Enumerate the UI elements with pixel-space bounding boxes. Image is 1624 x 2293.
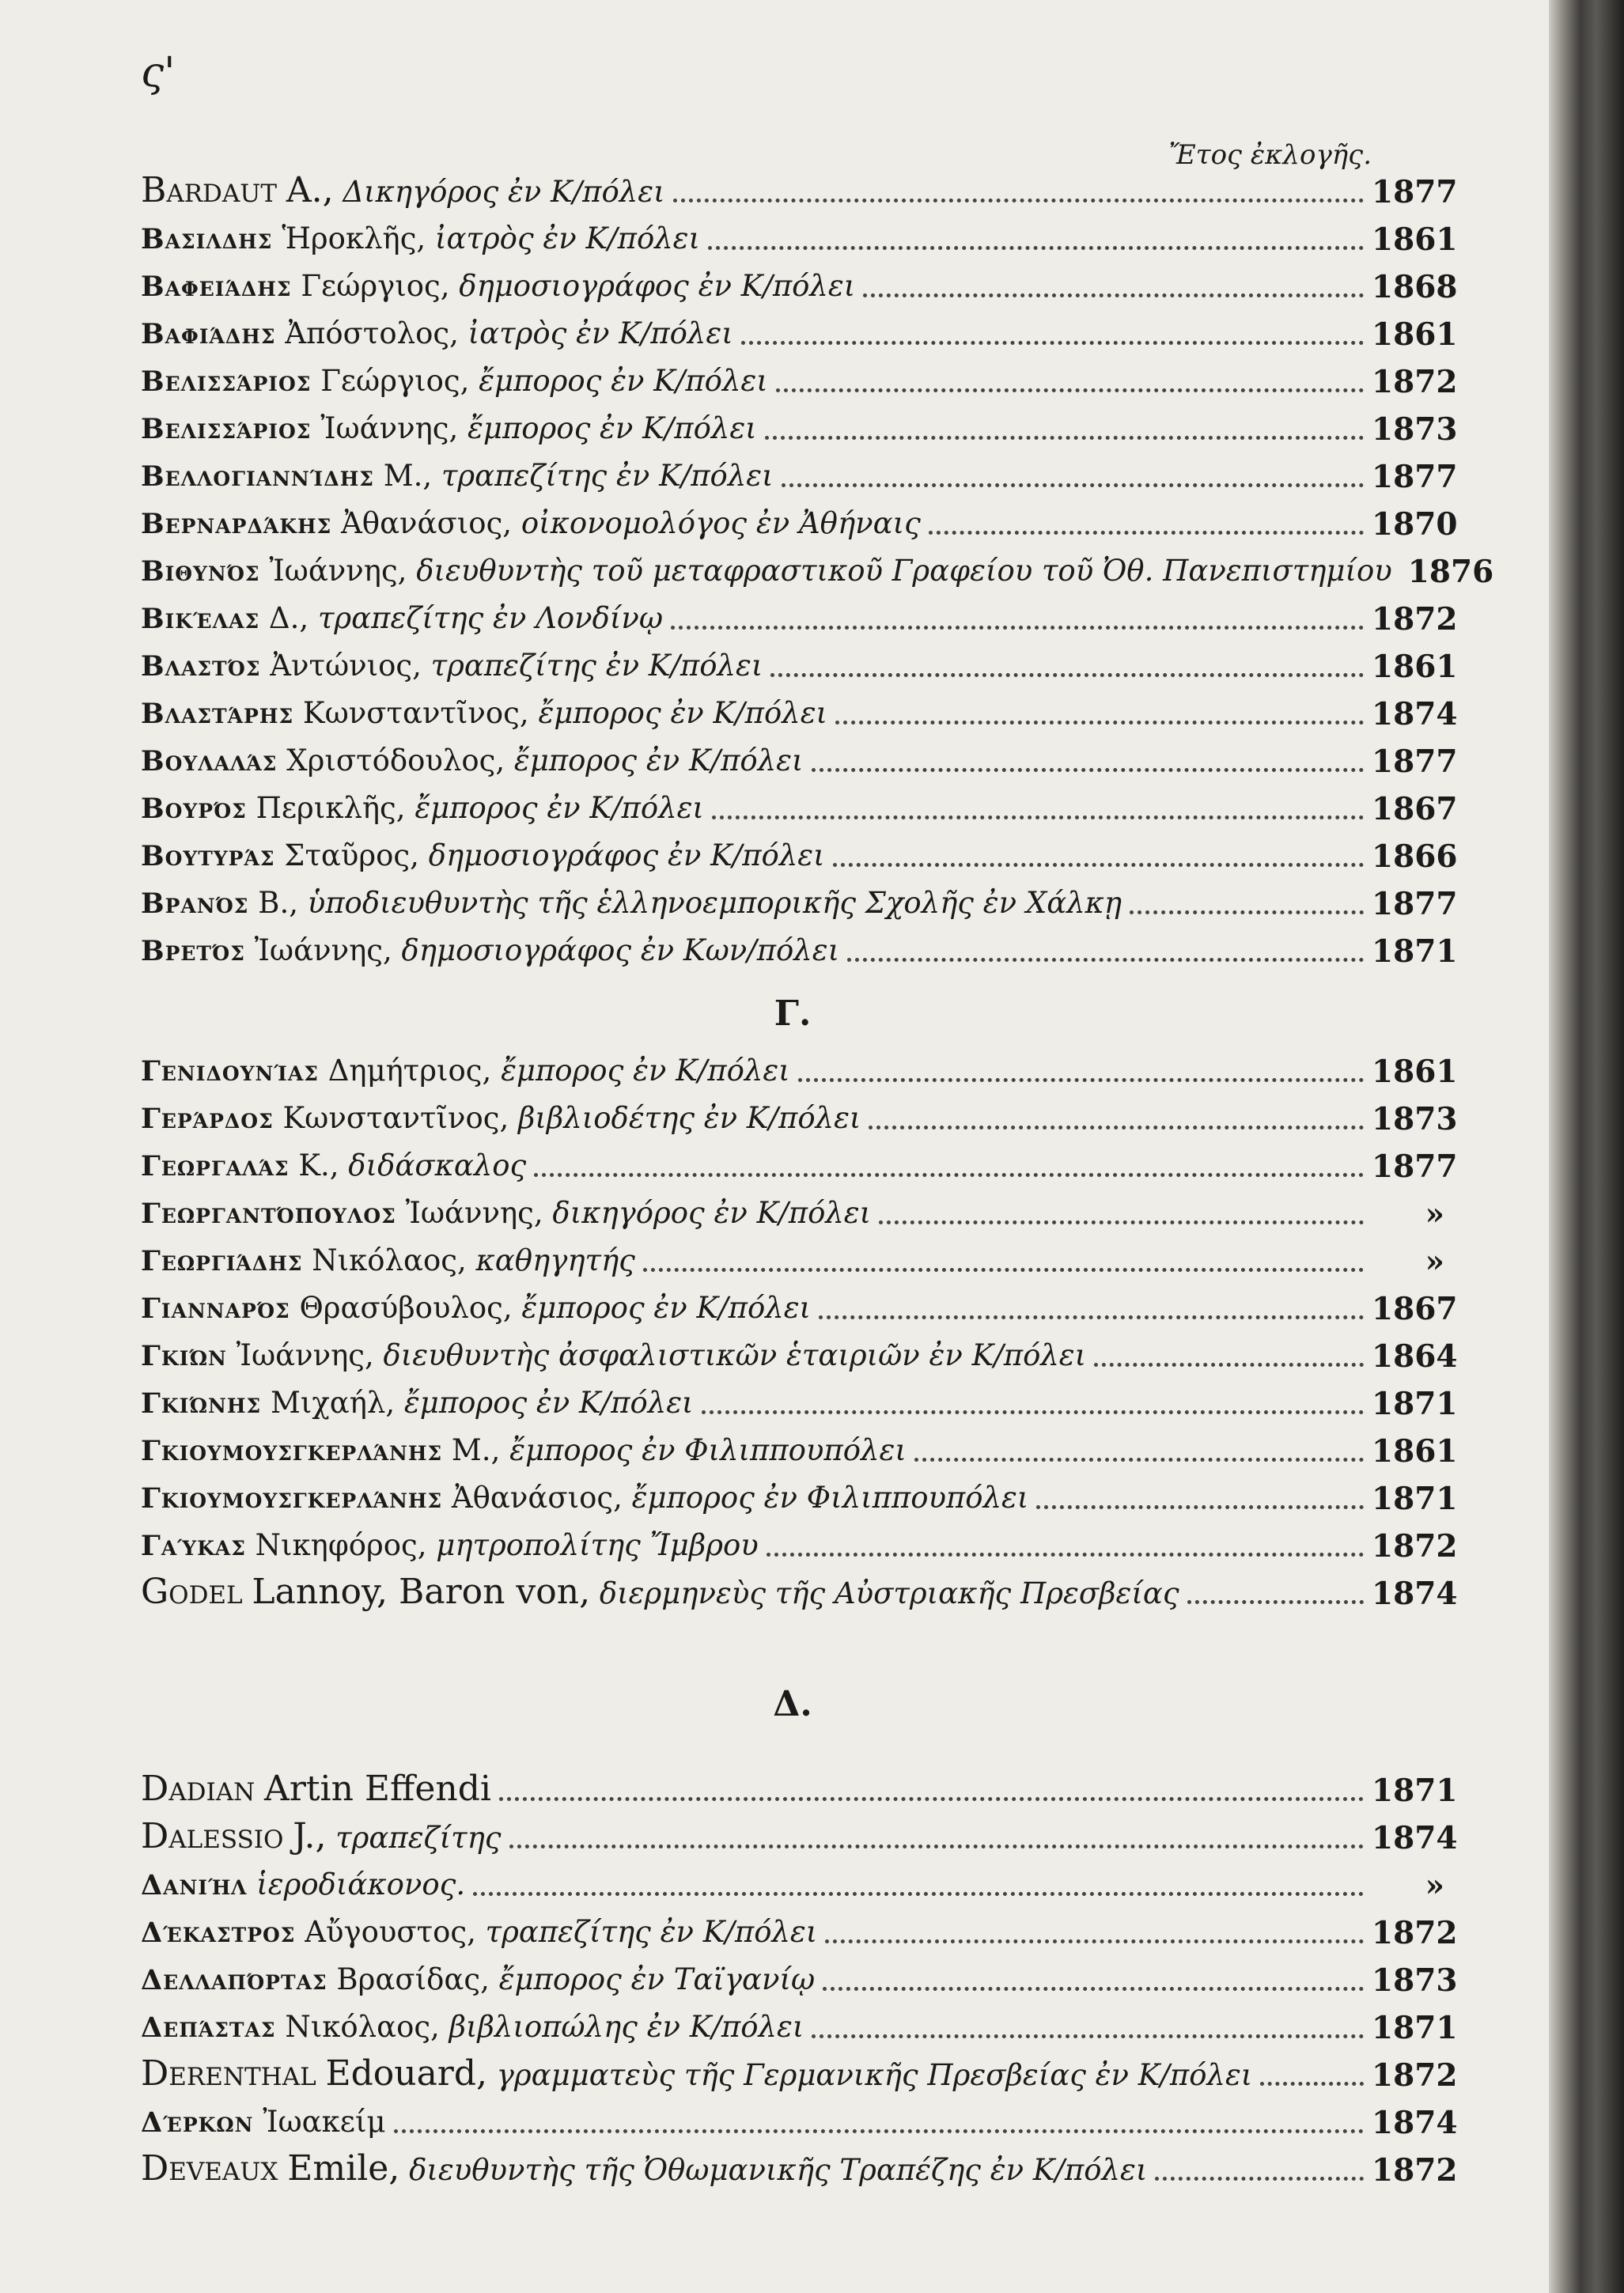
entry-year: 1877	[1372, 1148, 1458, 1185]
entry-row	[141, 352, 1458, 400]
entry-surname: Godel	[141, 1572, 243, 1612]
entry-description: τραπεζίτης	[335, 1821, 502, 1855]
entry-description: ἱεροδιάκονος.	[256, 1867, 466, 1901]
entry-given-name: Ἡροκλῆς,	[282, 221, 426, 255]
entry-surname: Γεωργαλάς	[141, 1150, 290, 1182]
entry-given-name: Κωνσταντῖνος,	[302, 696, 529, 730]
entry-year: 1873	[1372, 1101, 1458, 1137]
entry-text	[141, 221, 700, 257]
dot-leader	[869, 1125, 1364, 1129]
entry-description: Δικηγόρος ἐν Κ/πόλει	[343, 175, 665, 209]
entry-text	[141, 411, 757, 447]
entry-description: ἔμπορος ἐν Κ/πόλει	[403, 1386, 694, 1420]
entry-surname: Βαφειάδης	[141, 271, 292, 303]
entry-text	[141, 791, 704, 827]
entry-given-name: Δ.,	[268, 601, 309, 635]
entry-description: βιβλιοπώλης ἐν Κ/πόλει	[449, 2010, 804, 2044]
entry-text	[141, 1915, 817, 1951]
entry-row	[141, 1279, 1458, 1327]
entry-surname: Γαύκας	[141, 1530, 246, 1562]
entry-given-name: Edouard,	[325, 2053, 487, 2094]
dot-leader	[833, 862, 1364, 867]
entry-given-name: Artin Effendi	[264, 1769, 491, 1809]
entry-year: 1872	[1372, 364, 1458, 400]
entry-given-name: Ἰωάννης,	[405, 1196, 543, 1230]
entry-text	[141, 1243, 635, 1279]
entry-description: διερμηνεὺς τῆς Αὐστριακῆς Πρεσβείας	[599, 1576, 1179, 1610]
entry-year: 1861	[1372, 221, 1458, 258]
dot-leader	[499, 1796, 1364, 1801]
entry-text	[141, 1962, 815, 1998]
entry-surname: Βουτυράς	[141, 840, 275, 872]
dot-leader	[863, 293, 1364, 297]
entry-surname: Βρανός	[141, 887, 249, 920]
entries-block-gamma	[141, 1042, 1458, 1612]
entry-description: διευθυντὴς τοῦ μεταφραστικοῦ Γραφείου τοῦ Ὀθ. Πανεπιστημίου	[416, 554, 1392, 588]
entry-year: 1864	[1372, 1338, 1458, 1375]
entry-row	[141, 874, 1458, 922]
entry-row	[141, 2045, 1458, 2094]
entry-surname: Βρετός	[141, 935, 245, 967]
entry-description: ἰατρὸς ἐν Κ/πόλει	[434, 221, 701, 255]
entry-surname: Βελισσάριος	[141, 365, 312, 398]
entry-given-name: Β.,	[258, 886, 298, 920]
entry-description: διευθυντὴς τῆς Ὀθωμανικῆς Τραπέζης ἐν Κ/πόλει	[409, 2153, 1148, 2187]
dot-leader	[847, 957, 1364, 962]
entry-surname: Βασιλδης	[141, 223, 273, 255]
entry-row	[141, 1761, 1458, 1809]
entry-description: ἔμπορος ἐν Κ/πόλει	[501, 1054, 790, 1088]
entry-text	[141, 506, 921, 542]
entry-given-name: Ἰωακείμ	[263, 2105, 386, 2139]
entry-row	[141, 2093, 1458, 2141]
entry-text	[141, 744, 804, 779]
entry-year: 1871	[1372, 1386, 1458, 1422]
entry-surname: Γεωργαντόπουλος	[141, 1198, 396, 1230]
entry-row	[141, 1564, 1458, 1612]
entry-description: ἔμπορος ἐν Φιλιππουπόλει	[509, 1433, 907, 1467]
dot-leader	[712, 815, 1364, 819]
entry-surname: Γκιώνης	[141, 1387, 262, 1420]
entry-text	[141, 1481, 1028, 1516]
entry-row	[141, 1903, 1458, 1951]
entry-row	[141, 1516, 1458, 1565]
entry-row	[141, 1998, 1458, 2046]
entry-row	[141, 1951, 1458, 1999]
entry-surname: Γενιδουνίας	[141, 1055, 319, 1088]
entry-surname: Βερναρδάκης	[141, 508, 332, 540]
dot-leader	[835, 720, 1364, 725]
entries-block-delta	[141, 1761, 1458, 2189]
entry-year: 1872	[1372, 2152, 1458, 2189]
dot-leader	[879, 1220, 1364, 1224]
entry-year: 1867	[1372, 1291, 1458, 1327]
entries-section-delta	[141, 1677, 1458, 2189]
entry-description: τραπεζίτης ἐν Κ/πόλει	[485, 1915, 818, 1949]
entry-surname: Δέκαστρος	[141, 1917, 296, 1949]
entry-surname: Βελισσάριος	[141, 413, 312, 445]
entry-given-name: Μ.,	[451, 1433, 501, 1467]
entry-row	[141, 257, 1458, 305]
dot-leader	[394, 2128, 1364, 2133]
entry-text	[141, 459, 774, 494]
entry-year: 1861	[1372, 1433, 1458, 1470]
dot-leader	[643, 1267, 1364, 1272]
entry-description: μητροπολίτης Ἴμβρου	[436, 1528, 759, 1562]
entry-year: 1868	[1372, 269, 1458, 305]
entry-description: ἔμπορος ἐν Κ/πόλει	[479, 364, 768, 398]
entry-description: δημοσιογράφος ἐν Κων/πόλει	[401, 933, 840, 967]
entry-row	[141, 1808, 1458, 1856]
entry-text	[141, 1769, 491, 1809]
entry-surname: Γεράρδος	[141, 1103, 274, 1135]
entry-given-name: Γεώργιος,	[301, 269, 450, 303]
entry-description: ἔμπορος ἐν Ταϊγανίῳ	[498, 1962, 816, 1996]
entry-given-name: Χριστόδουλος,	[286, 744, 505, 778]
entry-description: τραπεζίτης ἐν Κ/πόλει	[430, 649, 763, 683]
dot-leader	[929, 530, 1364, 535]
section-heading-gamma: Γ.	[774, 993, 812, 1034]
entry-description: οἰκονομολόγος ἐν Ἀθήναις	[521, 506, 921, 540]
entry-row	[141, 637, 1458, 685]
entry-year: 1877	[1372, 459, 1458, 495]
dot-leader	[770, 672, 1364, 677]
entry-surname: Dalessio	[141, 1816, 284, 1856]
entry-text	[141, 1433, 907, 1469]
entry-surname: Δέρκων	[141, 2106, 254, 2139]
entry-given-name: Γεώργιος,	[320, 364, 470, 398]
entry-given-name: Θρασύβουλος,	[299, 1291, 513, 1325]
entry-description: βιβλιοδέτης ἐν Κ/πόλει	[518, 1101, 861, 1135]
entry-text	[141, 838, 825, 874]
entry-row	[141, 1042, 1458, 1090]
dot-leader	[825, 1939, 1364, 1943]
entry-surname: Γκιών	[141, 1340, 227, 1372]
entry-year: 1871	[1372, 1773, 1458, 1809]
entry-surname: Βαφιάδης	[141, 318, 276, 350]
entry-year: 1874	[1372, 696, 1458, 732]
entry-given-name: Σταῦρος,	[284, 838, 419, 872]
dot-leader	[1187, 1599, 1364, 1604]
entry-description: δικηγόρος ἐν Κ/πόλει	[552, 1196, 872, 1230]
entry-year: 1871	[1372, 2010, 1458, 2046]
year-column-header: Ἔτος ἐκλογῆς.	[1168, 139, 1372, 171]
entry-given-name: Emile,	[287, 2148, 400, 2189]
entry-text	[141, 1054, 790, 1089]
entry-surname: Βελλογιαννίδης	[141, 460, 374, 493]
dot-leader	[473, 1891, 1364, 1896]
dot-leader	[914, 1457, 1364, 1462]
dot-leader	[798, 1077, 1364, 1082]
entry-text	[141, 1291, 811, 1326]
entry-year: 1870	[1372, 506, 1458, 543]
entry-description: διευθυντὴς ἀσφαλιστικῶν ἑταιριῶν ἐν Κ/πόλει	[383, 1338, 1087, 1372]
dot-leader	[534, 1172, 1364, 1177]
entry-row	[141, 210, 1458, 258]
section-heading-delta: Δ.	[773, 1684, 812, 1724]
entry-given-name: Lannoy, Baron von,	[252, 1572, 591, 1612]
entry-description: ἔμπορος ἐν Κ/πόλει	[468, 411, 757, 445]
entry-row	[141, 1184, 1444, 1232]
dot-leader	[776, 388, 1364, 392]
dot-leader	[1130, 910, 1364, 914]
entry-year: 1872	[1372, 601, 1458, 638]
entry-year: 1873	[1372, 411, 1458, 448]
dot-leader	[819, 1315, 1364, 1319]
entry-row	[141, 827, 1458, 875]
entry-year: 1872	[1372, 1528, 1458, 1565]
entry-given-name: Νικόλαος,	[285, 2010, 440, 2044]
entry-row	[141, 1137, 1458, 1185]
entry-given-name: Ἀθανάσιος,	[341, 506, 513, 540]
entry-year: »	[1425, 1867, 1444, 1904]
entry-surname: Dadian	[141, 1769, 256, 1809]
entries-section-gamma	[141, 986, 1458, 1612]
entry-description: ἰατρὸς ἐν Κ/πόλει	[468, 316, 733, 350]
entry-description: δημοσιογράφος ἐν Κ/πόλει	[459, 269, 856, 303]
entry-surname: Γιανναρός	[141, 1292, 290, 1325]
entry-given-name: Ἀπόστολος,	[285, 316, 459, 350]
dot-leader	[812, 767, 1364, 772]
entry-row	[141, 447, 1458, 495]
entry-year: 1877	[1372, 886, 1458, 922]
entry-text	[141, 1338, 1086, 1374]
entry-given-name: Αὔγουστος,	[305, 1915, 476, 1949]
entry-given-name: Ἰωάννης,	[320, 411, 459, 445]
entry-row	[141, 494, 1458, 543]
entry-given-name: Ἀθανάσιος,	[451, 1481, 623, 1515]
entry-year: 1874	[1372, 2105, 1458, 2141]
entry-given-name: Μιχαήλ,	[270, 1386, 396, 1420]
entry-row	[141, 399, 1458, 448]
entry-given-name: A.,	[286, 170, 334, 210]
entry-year: »	[1425, 1243, 1444, 1280]
entry-row	[141, 779, 1458, 827]
dot-leader	[812, 2034, 1364, 2038]
entry-surname: Γκιουμουσγκερλάνης	[141, 1435, 443, 1467]
dot-leader	[702, 1409, 1364, 1414]
entry-row	[141, 1326, 1458, 1375]
entry-text	[141, 364, 768, 399]
entry-description: διδάσκαλος	[348, 1148, 527, 1182]
entry-given-name: Μ.,	[383, 459, 433, 493]
dot-leader	[671, 625, 1364, 630]
entry-description: ἔμπορος ἐν Κ/πόλει	[521, 1291, 812, 1325]
entry-description: ἔμπορος ἐν Κ/πόλει	[538, 696, 828, 730]
entry-given-name: Περικλῆς,	[256, 791, 406, 825]
entry-text	[141, 170, 665, 210]
dot-leader	[741, 340, 1364, 345]
dot-leader	[782, 482, 1364, 487]
entry-year: 1874	[1372, 1820, 1458, 1856]
entry-given-name: Ἰωάννης,	[236, 1338, 374, 1372]
entry-year: 1871	[1372, 1481, 1458, 1517]
entry-given-name: Δημήτριος,	[327, 1054, 492, 1088]
entry-year: 1876	[1407, 554, 1494, 590]
entry-text	[141, 1572, 1179, 1612]
entry-given-name: Ἰωάννης,	[269, 554, 407, 588]
dot-leader	[1036, 1504, 1364, 1509]
entry-description: γραμματεὺς τῆς Γερμανικῆς Πρεσβείας ἐν Κ/πόλει	[496, 2058, 1253, 2092]
entry-text	[141, 1101, 861, 1137]
entry-year: 1861	[1372, 316, 1458, 353]
entry-text	[141, 1867, 465, 1903]
entry-text	[141, 649, 763, 684]
book-gutter-shadow	[1549, 0, 1624, 2293]
entry-text	[141, 2010, 804, 2045]
entry-year: 1867	[1372, 791, 1458, 827]
dot-leader	[509, 1844, 1364, 1848]
entry-description: καθηγητής	[475, 1243, 635, 1277]
entry-row	[141, 2140, 1458, 2189]
entry-text	[141, 2148, 1148, 2189]
entry-row	[141, 305, 1458, 353]
entry-given-name: J.,	[293, 1816, 327, 1856]
entry-row	[141, 921, 1458, 970]
entry-text	[141, 269, 855, 305]
entry-surname: Βλαστάρης	[141, 698, 294, 730]
entry-description: δημοσιογράφος ἐν Κ/πόλει	[428, 838, 825, 872]
entry-given-name: Ἀντώνιος,	[270, 649, 422, 683]
entry-surname: Βιθυνός	[141, 555, 260, 588]
entry-year: 1872	[1372, 2057, 1458, 2094]
entry-text	[141, 696, 827, 732]
entry-given-name: Κωνσταντῖνος,	[282, 1101, 509, 1135]
entry-surname: Δελλαπόρτας	[141, 1964, 327, 1996]
entry-row	[141, 684, 1458, 732]
entry-text	[141, 1528, 759, 1564]
dot-leader	[765, 435, 1364, 440]
page-number: ς'	[141, 49, 176, 96]
entry-text	[141, 2053, 1253, 2094]
entry-given-name: Κ.,	[298, 1148, 339, 1182]
entry-description: τραπεζίτης ἐν Λονδίνῳ	[317, 601, 664, 635]
entry-row	[141, 162, 1458, 210]
entry-year: 1877	[1372, 174, 1458, 210]
entry-year: 1871	[1372, 933, 1458, 970]
dot-leader	[708, 245, 1364, 250]
dot-leader	[673, 198, 1364, 202]
entry-surname: Βουλαλάς	[141, 745, 278, 778]
entry-row	[141, 1374, 1458, 1422]
dot-leader	[823, 1986, 1364, 1991]
dot-leader	[1260, 2081, 1364, 2086]
entry-text	[141, 2105, 386, 2140]
dot-leader	[1094, 1362, 1364, 1367]
entries-block-beta	[141, 162, 1494, 970]
entry-text	[141, 933, 839, 969]
entry-text	[141, 886, 1122, 921]
entry-text	[141, 1148, 526, 1184]
entry-text	[141, 601, 663, 637]
entry-description: ἔμπορος ἐν Κ/πόλει	[513, 744, 804, 778]
entry-row	[141, 732, 1458, 780]
entry-row	[141, 542, 1494, 590]
entry-year: 1874	[1372, 1576, 1458, 1612]
entry-row	[141, 1089, 1458, 1137]
entry-year: 1861	[1372, 649, 1458, 685]
entry-year: »	[1425, 1196, 1444, 1232]
entry-text	[141, 1196, 871, 1232]
entry-surname: Deveaux	[141, 2148, 278, 2189]
entry-surname: Γκιουμουσγκερλάνης	[141, 1482, 443, 1515]
entry-description: ὑποδιευθυντὴς τῆς ἑλληνοεμπορικῆς Σχολῆς ἐν Χάλκῃ	[307, 886, 1122, 920]
dot-leader	[767, 1552, 1364, 1557]
entry-surname: Δεπάστας	[141, 2011, 276, 2044]
entry-row	[141, 1421, 1458, 1470]
entry-year: 1861	[1372, 1054, 1458, 1090]
entry-description: ἔμπορος ἐν Φιλιππουπόλει	[631, 1481, 1029, 1515]
entry-row	[141, 1856, 1444, 1903]
entry-description: ἔμπορος ἐν Κ/πόλει	[415, 791, 704, 825]
entry-text	[141, 1386, 694, 1421]
entry-surname: Βικέλας	[141, 603, 260, 635]
entry-row	[141, 1232, 1444, 1279]
entry-year: 1872	[1372, 1915, 1458, 1951]
entry-description: τραπεζίτης ἐν Κ/πόλει	[441, 459, 774, 493]
entry-surname: Βλαστός	[141, 650, 261, 683]
entry-year: 1866	[1372, 838, 1458, 875]
entry-year: 1877	[1372, 744, 1458, 780]
dot-leader	[1155, 2176, 1364, 2181]
entry-given-name: Νικηφόρος,	[255, 1528, 427, 1562]
entry-text	[141, 1816, 502, 1856]
entry-given-name: Βρασίδας,	[336, 1962, 490, 1996]
entry-given-name: Ἰωάννης,	[254, 933, 392, 967]
entry-year: 1873	[1372, 1962, 1458, 1999]
entry-surname: Derenthal	[141, 2053, 316, 2094]
entry-text	[141, 316, 733, 352]
entry-surname: Bardaut	[141, 170, 278, 210]
entry-given-name: Νικόλαος,	[312, 1243, 467, 1277]
entry-text	[141, 554, 1392, 589]
entry-surname: Δανιήλ	[141, 1869, 248, 1901]
entry-surname: Βουρός	[141, 793, 247, 825]
entry-row	[141, 589, 1458, 638]
entry-row	[141, 1469, 1458, 1517]
entry-surname: Γεωργιάδης	[141, 1245, 303, 1277]
